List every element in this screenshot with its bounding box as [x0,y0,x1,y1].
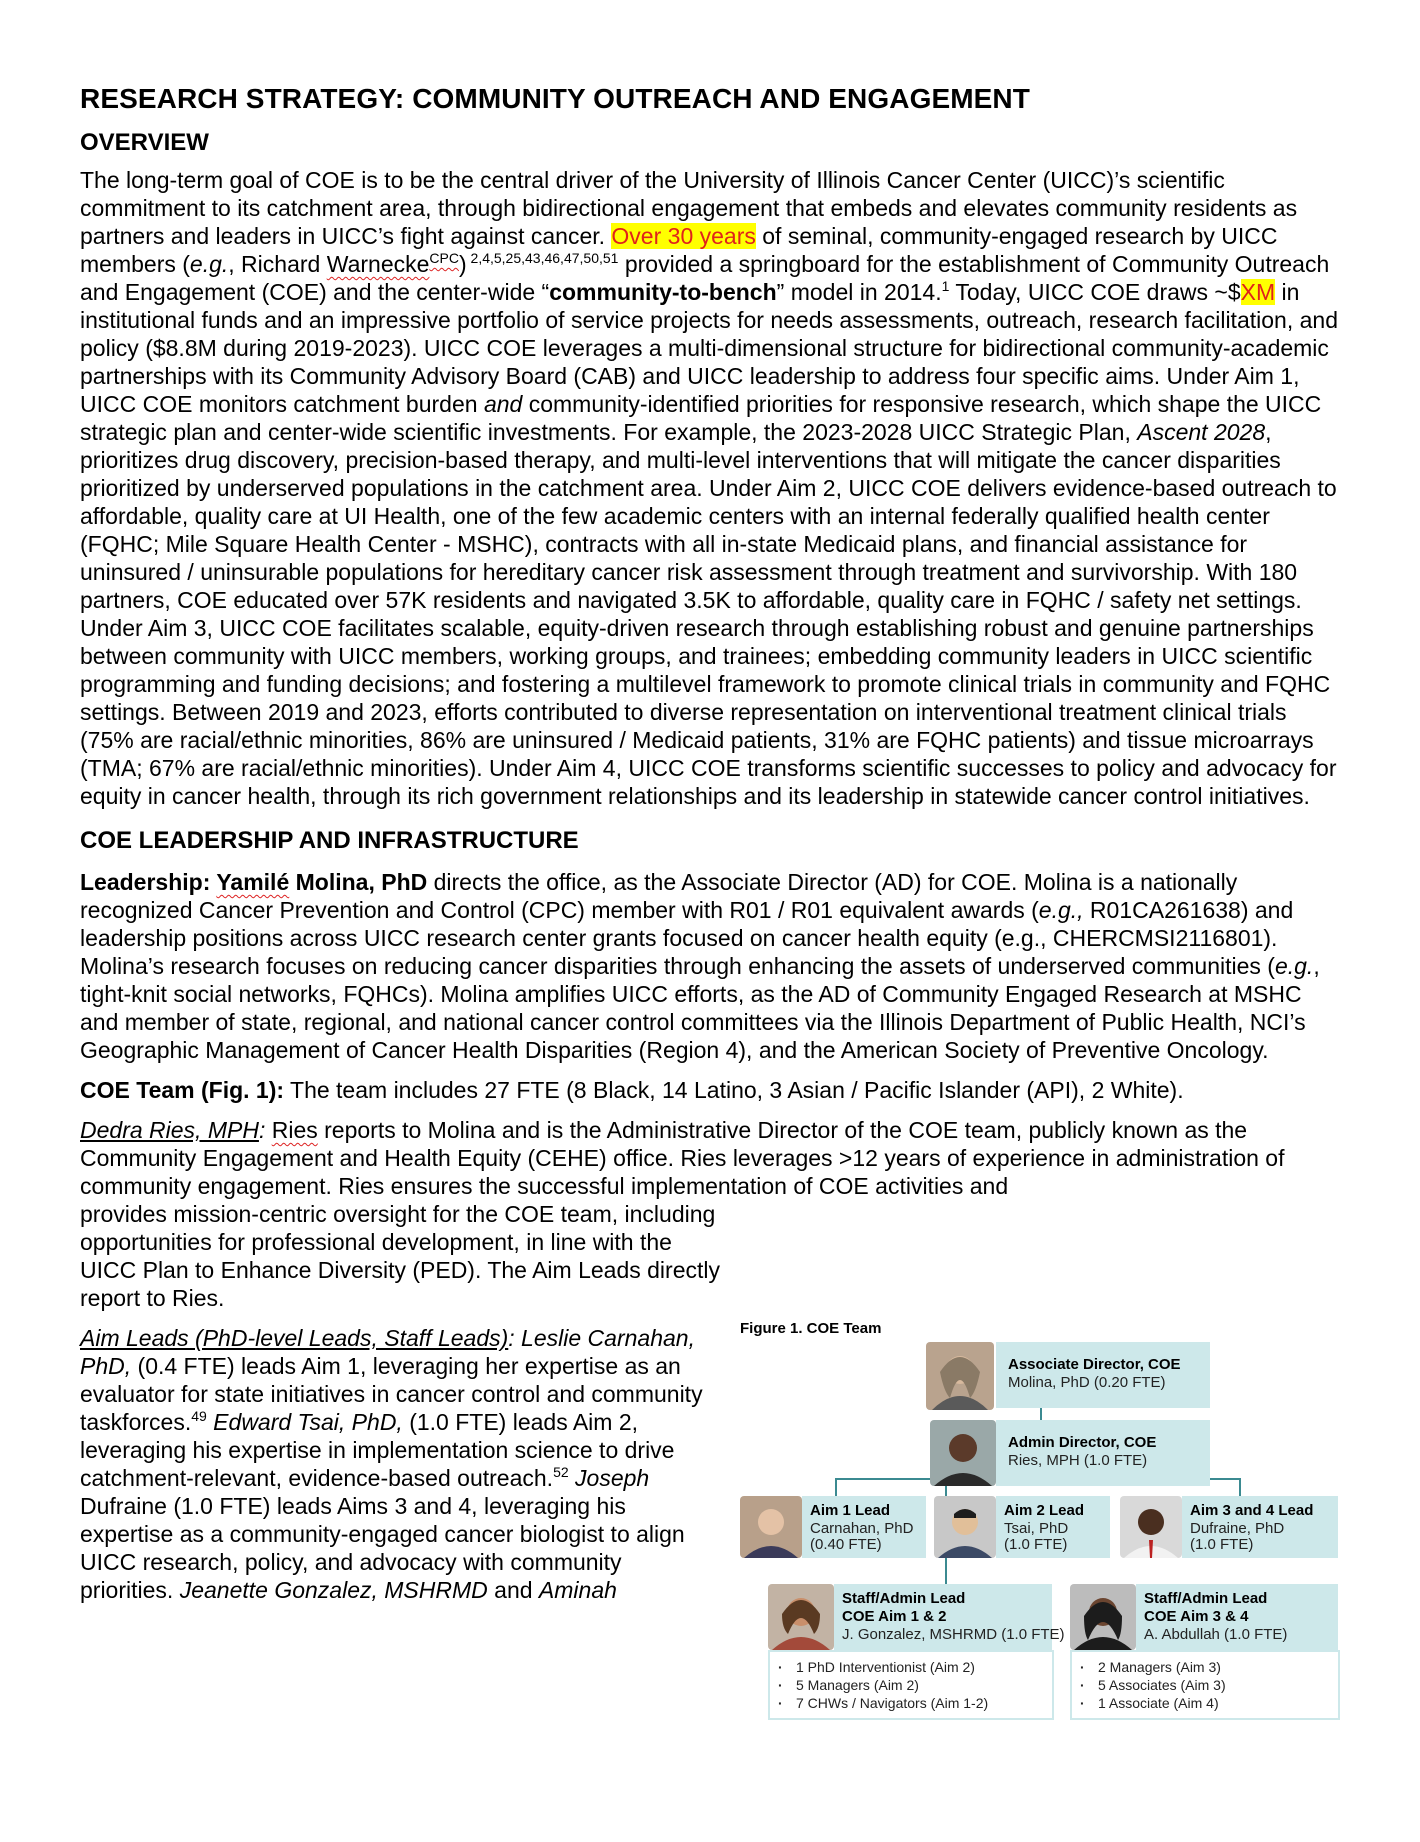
list-item: · 1 Associate (Aim 4) [1098,1694,1338,1712]
dedra-paragraph-cont: provides mission-centric oversight for the COE team, including opportunities for professional development, in line with the UICC Plan to Enhance Diversity (PED). The Aim Leads directly report to Ries. [80,1201,720,1311]
list-item: · 5 Associates (Aim 3) [1098,1676,1338,1694]
ries-photo [930,1420,996,1486]
overview-heading: OVERVIEW [80,129,209,156]
highlight-over-30-years: Over 30 years [611,223,756,249]
dedra-paragraph: Dedra Ries, MPH: Ries reports to Molina and is the Administrative Director of the COE team, publicly known as the Community Engagement and Health Equity (CEHE) office. Ries leverages >12 years of experience in administration of community engagement. Ries ensures the successful implementation of COE activities and [80,1117,1285,1199]
team-paragraph: COE Team (Fig. 1): The team includes 27 FTE (8 Black, 14 Latino, 3 Asian / Pacific Islander (API), 2 White). [80,1077,1184,1103]
staff-aim34-list [1070,1650,1340,1720]
leadership-paragraph: Leadership: Yamilé Molina, PhD directs the office, as the Associate Director (AD) for COE. Molina is a nationally recognized Cancer Prevention and Control (CPC) member with R01 / R01 equivalent awards (e.g., R01CA261638) and leadership positions across UICC research center grants focused on cancer health equity (e.g., CHERCMSI2116801). Molina’s research focuses on reducing cancer disparities through enhancing the assets of underserved communities (e.g., tight-knit social networks, FQHCs). Molina amplifies UICC efforts, as the AD of Community Engaged Research at MSHC and member of state, regional, and national cancer control committees via the Illinois Department of Public Health, NCI’s Geographic Management of Cancer Health Disparities (Region 4), and the American Society of Preventive Oncology. [80,869,1320,1063]
page-title: RESEARCH STRATEGY: COMMUNITY OUTREACH AND ENGAGEMENT [80,83,1030,114]
list-item: · 5 Managers (Aim 2) [796,1676,1052,1694]
leadership-heading: COE LEADERSHIP AND INFRASTRUCTURE [80,827,579,854]
staff-aim12-list [768,1650,1054,1720]
figure-title: Figure 1. COE Team [740,1320,882,1337]
aim2-lead-box: Aim 2 Lead Tsai, PhD (1.0 FTE) [996,1496,1110,1558]
tsai-photo [934,1496,996,1558]
dufraine-photo [1120,1496,1182,1558]
aim34-lead-box: Aim 3 and 4 Lead Dufraine, PhD (1.0 FTE) [1182,1496,1338,1558]
staff-lead-aim12-box: Staff/Admin Lead COE Aim 1 & 2 J. Gonzalez, MSHRMD (1.0 FTE) [834,1584,1052,1650]
overview-paragraph: The long-term goal of COE is to be the central driver of the University of Illinois Cancer Center (UICC)’s scientific commitment to its catchment area, through bidirectional engagement that embeds and elevates community residents as partners and leaders in UICC’s fight against cancer. Over 30 years of seminal, community-engaged research by UICC members (e.g., Richard Warnecke$^{CPC}$) $^{2,4,5,25,43,46,47,50,51}$ provided a springboard for the establishment of Community Outreach and Engagement (COE) and the center-wide “community-to-bench” model in 2014.$^1$ Today, UICC COE draws ~$XM in institutional funds and an impressive portfolio of service projects for needs assessments, outreach, research facilitation, and policy ($8.8M during 2019-2023). UICC COE leverages a multi-dimensional structure for bidirectional community-academic partnerships with its Community Advisory Board (CAB) and UICC leadership to address four specific aims. Under Aim 1, UICC COE monitors catchment burden and community-identified priorities for responsive research, which shape the UICC strategic plan and center-wide scientific investments. For example, the 2023-2028 UICC Strategic Plan, Ascent 2028, prioritizes drug discovery, precision-based therapy, and multi-level interventions that will mitigate the cancer disparities prioritized by underserved populations in the catchment area. Under Aim 2, UICC COE delivers evidence-based outreach to affordable, quality care at UI Health, one of the few academic centers with an internal federally qualified health center (FQHC; Mile Square Health Center - MSHC), contracts with all in-state Medicaid plans, and financial assistance for uninsured / uninsurable populations for hereditary cancer risk assessment through treatment and survivorship. With 180 partners, COE educated over 57K residents and navigated 3.5K to affordable, quality care in FQHC / safety net settings. Under Aim 3, UICC COE facilitates scalable, equity-driven research through establishing robust and genuine partnerships between community with UICC members, working groups, and trainees; embedding community leaders in UICC scientific programming and funding decisions; and fostering a multilevel framework to promote clinical trials in community and FQHC settings. Between 2019 and 2023, efforts contributed to diverse representation on interventional treatment clinical trials (75% are racial/ethnic minorities, 86% are uninsured / Medicaid patients, 31% are FQHC patients) and tissue microarrays (TMA; 67% are racial/ethnic minorities). Under Aim 4, UICC COE transforms scientific successes to policy and advocacy for equity in cancer health, through its rich government relationships and its leadership in statewide cancer control initiatives. [80,167,1338,809]
highlight-xm: XM [1240,279,1276,305]
molina-photo [926,1342,994,1410]
list-item: · 1 PhD Interventionist (Aim 2) [796,1658,1052,1676]
aim-leads-paragraph: Aim Leads (PhD-level Leads, Staff Leads): Leslie Carnahan, PhD, (0.4 FTE) leads Aim 1, leveraging her expertise as an evaluator for state initiatives in cancer control and community taskforces.$^{49}$ Edward Tsai, PhD, (1.0 FTE) leads Aim 2, leveraging his expertise in implementation science to drive catchment-relevant, evidence-based outreach.$^{52}$ Joseph Dufraine (1.0 FTE) leads Aims 3 and 4, leveraging his expertise as a community-engaged cancer biologist to align UICC research, policy, and advocacy with community priorities. Jeanette Gonzalez, MSHRMD and Aminah [80,1325,703,1603]
admin-director-box: Admin Director, COE Ries, MPH (1.0 FTE) [996,1420,1210,1486]
coe-team-figure [740,1320,1340,1760]
abdullah-photo [1070,1584,1136,1650]
list-item: · 7 CHWs / Navigators (Aim 1-2) [796,1694,1052,1712]
list-item: · 2 Managers (Aim 3) [1098,1658,1338,1676]
associate-director-box: Associate Director, COE Molina, PhD (0.20 FTE) [996,1342,1210,1408]
gonzalez-photo [768,1584,834,1650]
aim1-lead-box: Aim 1 Lead Carnahan, PhD (0.40 FTE) [802,1496,926,1558]
carnahan-photo [740,1496,802,1558]
staff-lead-aim34-box: Staff/Admin Lead COE Aim 3 & 4 A. Abdullah (1.0 FTE) [1136,1584,1338,1650]
